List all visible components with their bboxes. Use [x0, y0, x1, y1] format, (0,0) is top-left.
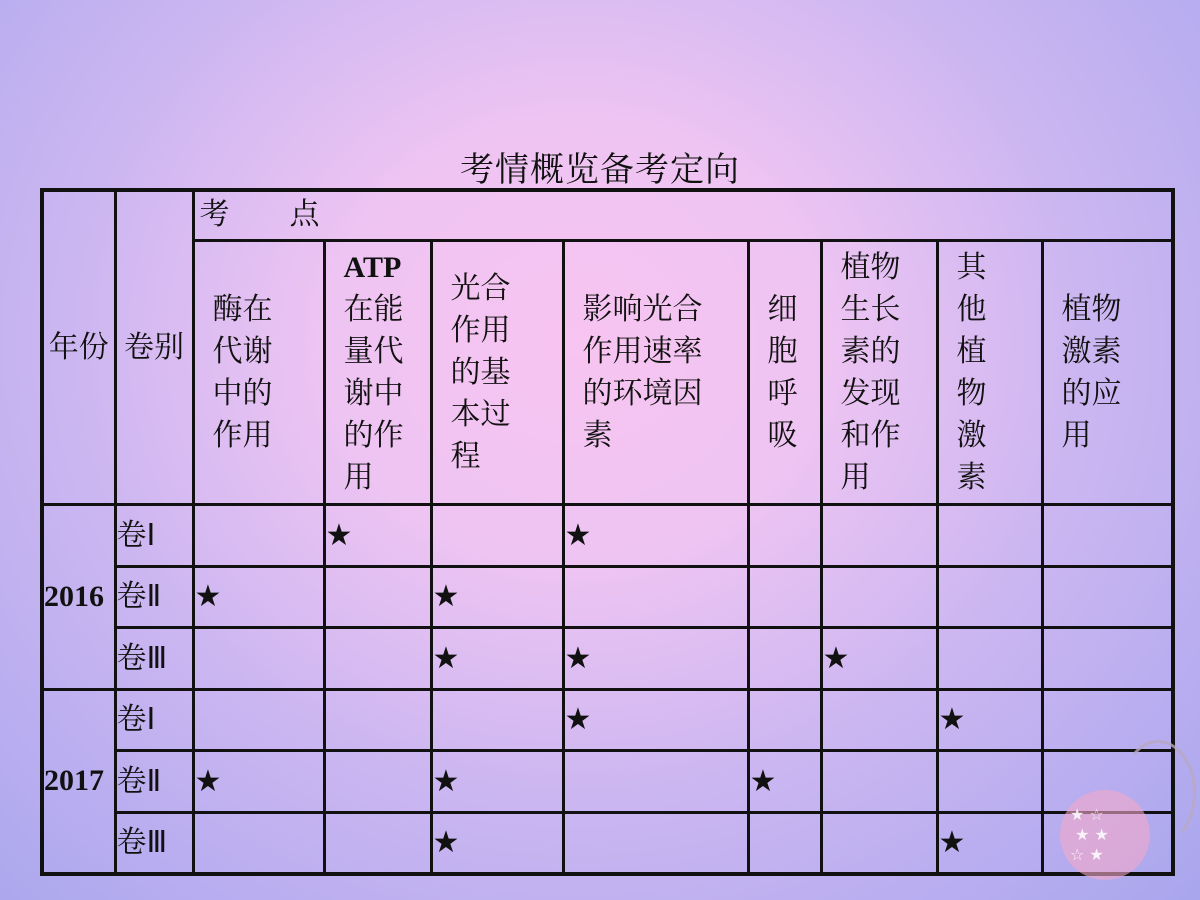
header-year: 年份 [42, 190, 115, 505]
star-mark-cell: ★ [937, 812, 1042, 874]
star-mark-cell: ★ [563, 628, 748, 690]
volume-prefix: 卷 [116, 702, 147, 738]
topic-header [324, 240, 431, 504]
topic-label: 其他植物激素 [956, 249, 987, 495]
empty-cell [563, 751, 748, 813]
volume-cell [115, 689, 193, 751]
topic-header [563, 240, 748, 504]
table-row [42, 751, 1173, 813]
table-body [42, 190, 1173, 874]
topic-label: 植物激素的应用 [1061, 291, 1122, 453]
volume-prefix: 卷 [116, 824, 147, 860]
topic-header [1042, 240, 1173, 504]
empty-cell [748, 566, 821, 628]
empty-cell [1042, 566, 1173, 628]
topic-label: 酶在代谢中的作用 [212, 291, 273, 453]
volume-number: Ⅱ [146, 580, 162, 614]
empty-cell [193, 812, 324, 874]
topic-header [748, 240, 821, 504]
empty-cell [748, 689, 821, 751]
volume-cell [115, 751, 193, 813]
empty-cell [193, 689, 324, 751]
header-volume: 卷别 [115, 190, 193, 505]
topic-label: 影响光合作用速率的环境因素 [582, 291, 703, 453]
empty-cell [748, 628, 821, 690]
year-cell: 2017 [42, 689, 115, 874]
topic-label: 植物生长素的发现和作用 [840, 249, 901, 495]
star-mark-cell: ★ [431, 628, 563, 690]
volume-prefix: 卷 [116, 763, 147, 799]
star-mark-cell: ★ [324, 505, 431, 567]
table-row [42, 628, 1173, 690]
empty-cell [821, 812, 937, 874]
star-mark-cell: ★ [937, 689, 1042, 751]
volume-number: Ⅲ [146, 825, 168, 859]
empty-cell [748, 812, 821, 874]
empty-cell [748, 505, 821, 567]
volume-number: Ⅲ [146, 641, 168, 675]
topic-label: 光合作用的基本过程 [450, 270, 511, 474]
star-mark-cell: ★ [821, 628, 937, 690]
empty-cell [324, 628, 431, 690]
volume-prefix: 卷 [116, 640, 147, 676]
star-mark-cell: ★ [563, 689, 748, 751]
volume-number: Ⅰ [146, 703, 156, 737]
empty-cell [1042, 505, 1173, 567]
volume-number: Ⅱ [146, 764, 162, 798]
table-row [42, 689, 1173, 751]
empty-cell [431, 689, 563, 751]
exam-overview-table [40, 188, 1175, 876]
topic-header [193, 240, 324, 504]
empty-cell [937, 628, 1042, 690]
header-topic-group: 考 点 [193, 190, 1173, 240]
topic-header [821, 240, 937, 504]
volume-prefix: 卷 [116, 579, 147, 615]
empty-cell [324, 566, 431, 628]
decorative-swirl [1120, 740, 1196, 846]
header-row-topics [42, 240, 1173, 504]
topic-label: 细胞呼吸 [767, 291, 798, 453]
empty-cell [821, 566, 937, 628]
star-mark-cell: ★ [563, 505, 748, 567]
decorative-stars: ★ ☆ ★ ★ ☆ ★ [1070, 805, 1109, 864]
empty-cell [563, 566, 748, 628]
empty-cell [563, 812, 748, 874]
empty-cell [324, 689, 431, 751]
star-mark-cell: ★ [431, 566, 563, 628]
star-mark-cell: ★ [748, 751, 821, 813]
empty-cell [937, 505, 1042, 567]
star-mark-cell: ★ [431, 751, 563, 813]
table-row [42, 505, 1173, 567]
topic-header [431, 240, 563, 504]
topic-header [937, 240, 1042, 504]
star-mark-cell: ★ [193, 751, 324, 813]
table-row [42, 812, 1173, 874]
empty-cell [821, 751, 937, 813]
empty-cell [821, 689, 937, 751]
volume-cell [115, 505, 193, 567]
empty-cell [193, 628, 324, 690]
empty-cell [937, 566, 1042, 628]
volume-number: Ⅰ [146, 518, 156, 552]
volume-prefix: 卷 [116, 517, 147, 553]
empty-cell [821, 505, 937, 567]
topic-label: ATP在能量代谢中的作用 [343, 250, 404, 495]
header-row-group [42, 190, 1173, 240]
empty-cell [937, 751, 1042, 813]
year-cell: 2016 [42, 505, 115, 690]
empty-cell [431, 505, 563, 567]
volume-cell [115, 812, 193, 874]
empty-cell [1042, 628, 1173, 690]
empty-cell [324, 812, 431, 874]
table-row [42, 566, 1173, 628]
empty-cell [324, 751, 431, 813]
star-mark-cell: ★ [193, 566, 324, 628]
volume-cell [115, 566, 193, 628]
page-title: 考情概览备考定向 [460, 150, 740, 190]
star-mark-cell: ★ [431, 812, 563, 874]
volume-cell [115, 628, 193, 690]
empty-cell [193, 505, 324, 567]
